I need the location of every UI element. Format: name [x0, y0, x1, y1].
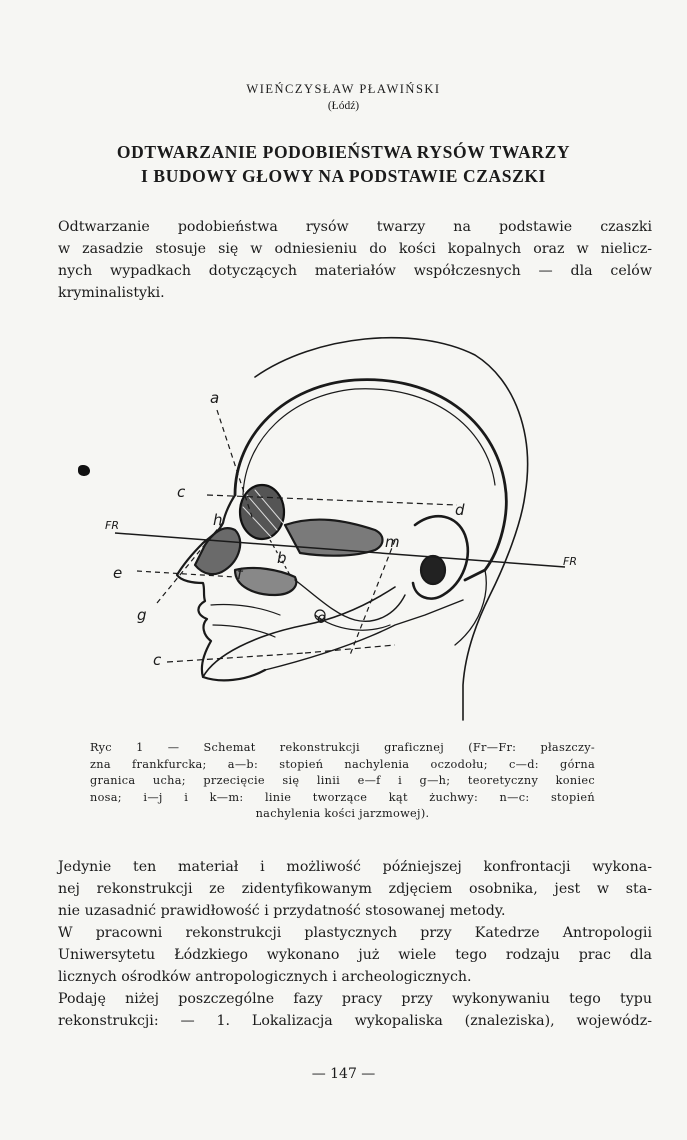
body-line: Uniwersytetu Łódzkiego wykonano już wiele tego rodzaju prac dla	[58, 947, 652, 963]
intro-line: w zasadzie stosuje się w odniesieniu do kości kopalnych oraz w nielicz-	[58, 241, 652, 257]
body-text	[58, 856, 652, 1032]
body-line: nej rekonstrukcji ze zidentyfikowanym zdjęciem osobnika, jest w sta-	[58, 881, 652, 897]
label-m: m	[385, 533, 400, 551]
intro-paragraph	[58, 216, 652, 304]
author-name: WIEŃCZYSŁAW PŁAWIŃSKI	[246, 82, 441, 96]
label-c: c	[177, 483, 186, 501]
intro-line: Odtwarzanie podobieństwa rysów twarzy na podstawie czaszki	[58, 219, 652, 235]
label-e: e	[113, 564, 123, 582]
article-title-line-2: I BUDOWY GŁOWY NA PODSTAWIE CZASZKI	[141, 166, 546, 186]
caption-line: granica ucha; przecięcie się linii e—f i g—h; teoretyczny koniec	[90, 774, 595, 787]
body-line: nie uzasadnić prawidłowość i przydatność stosowanej metody.	[58, 903, 506, 919]
article-title-line-1: ODTWARZANIE PODOBIEŃSTWA RYSÓW TWARZY	[116, 142, 571, 162]
caption-line: zna frankfurcka; a—b: stopień nachylenia oczodołu; c—d: górna	[90, 757, 595, 771]
body-line: W pracowni rekonstrukcji plastycznych przy Katedrze Antropologii	[58, 925, 652, 941]
body-line: licznych ośrodków antropologicznych i archeologicznych.	[58, 969, 472, 985]
label-o: o	[317, 609, 327, 627]
label-b: b	[277, 549, 287, 567]
body-line: rekonstrukcji: — 1. Lokalizacja wykopaliska (znaleziska), wojewódz-	[58, 1013, 652, 1029]
body-line: Jedynie ten materiał i możliwość późniejszej konfrontacji wykona-	[58, 859, 652, 875]
intro-line: nych wypadkach dotyczących materiałów współczesnych — dla celów	[58, 263, 652, 279]
caption-line: nachylenia kości jarzmowej).	[255, 807, 430, 820]
label-fr-right: FR	[563, 555, 577, 568]
figure-caption	[90, 740, 595, 823]
page-number: — 147 —	[311, 1066, 376, 1082]
intro-line: kryminalistyki.	[58, 285, 165, 301]
label-d: d	[455, 501, 465, 519]
label-c-prime: c	[153, 651, 162, 669]
nasal-bone	[195, 528, 240, 574]
label-h: h	[213, 511, 223, 529]
caption-line: nosa; i—j i k—m: linie tworzące kąt żuchwy: n—c: stopień	[90, 790, 595, 804]
line-i-j	[305, 645, 395, 653]
head-reconstruction-figure	[85, 325, 605, 725]
author-affiliation: (Łódź)	[327, 100, 360, 112]
body-line: Podaję niżej poszczególne fazy pracy przy wykonywaniu tego typu	[58, 991, 652, 1007]
label-fr-left: FR	[105, 519, 119, 532]
line-k-m	[350, 540, 395, 655]
caption-line: Ryc 1 — Schemat rekonstrukcji graficznej (Fr—Fr: płaszczy-	[90, 741, 595, 754]
label-g: g	[137, 606, 147, 624]
jaw-line	[203, 587, 395, 677]
mandible	[295, 580, 405, 621]
line-c-prime	[167, 653, 305, 662]
label-f: f	[237, 565, 243, 583]
label-a: a	[210, 389, 220, 407]
